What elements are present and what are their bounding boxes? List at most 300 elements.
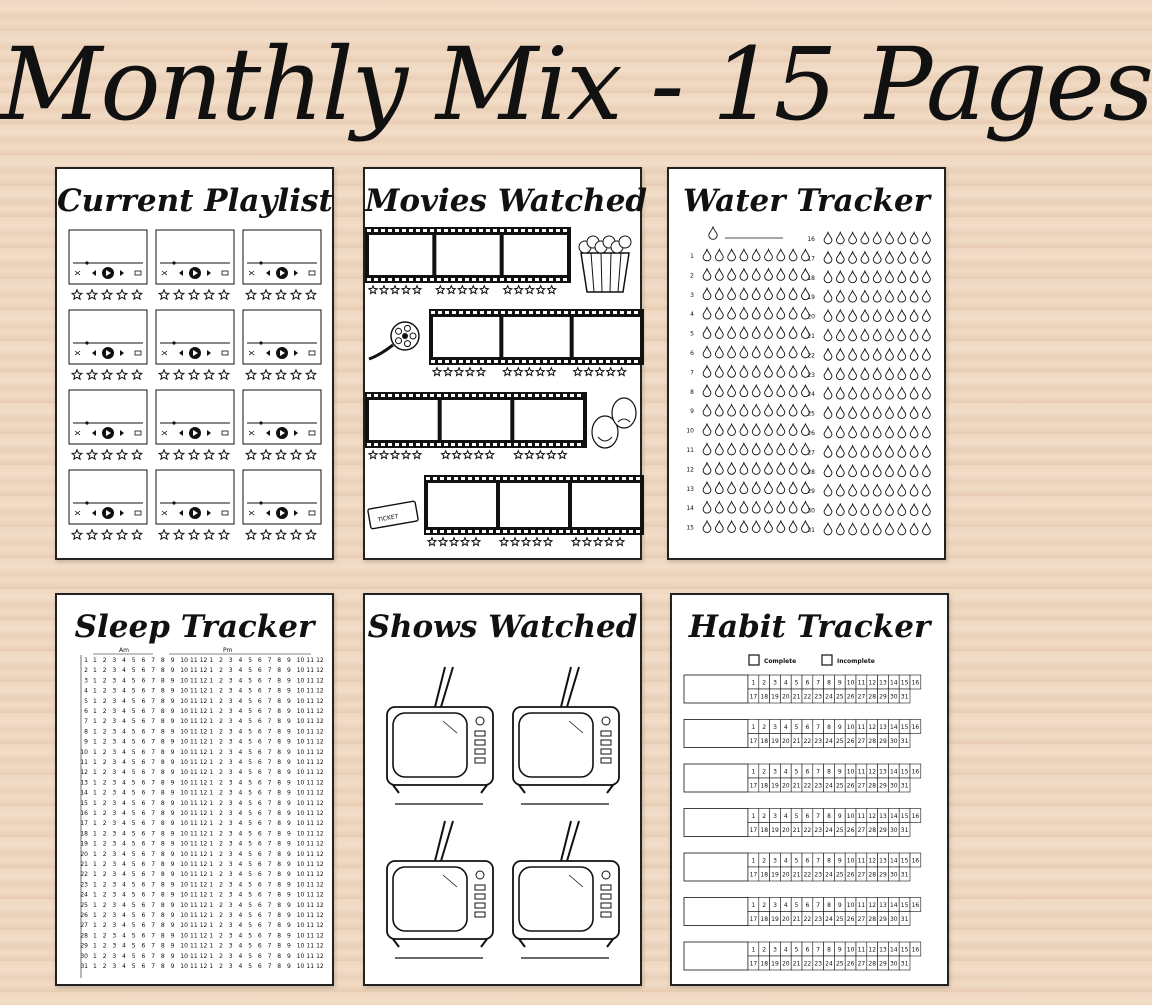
day-cell-number: 4 bbox=[783, 679, 788, 687]
day-cell-number: 9 bbox=[837, 679, 842, 687]
water-drop-icon bbox=[910, 485, 918, 496]
hour-cell: 7 bbox=[267, 667, 272, 675]
sprocket-hole bbox=[472, 443, 476, 446]
sprocket-hole bbox=[500, 394, 504, 397]
hour-cell: 4 bbox=[238, 677, 243, 685]
water-drop-icon bbox=[824, 291, 832, 302]
hour-cell: 9 bbox=[170, 779, 175, 787]
star-icon bbox=[475, 451, 483, 459]
star-icon bbox=[596, 368, 604, 376]
theater-masks-icon bbox=[592, 398, 636, 448]
hour-cell: 4 bbox=[238, 871, 243, 879]
hour-cell: 11 bbox=[190, 850, 198, 858]
day-cell-number: 3 bbox=[773, 724, 777, 731]
sprocket-hole bbox=[627, 360, 631, 363]
hour-cell: 7 bbox=[151, 687, 156, 695]
sprocket-hole bbox=[545, 530, 549, 533]
sprocket-hole bbox=[514, 443, 518, 446]
star-icon bbox=[174, 530, 184, 539]
water-drop-icon bbox=[777, 308, 785, 319]
star-icon bbox=[477, 368, 485, 376]
hour-cell: 4 bbox=[122, 952, 126, 960]
water-drop-icon bbox=[824, 349, 832, 360]
day-cell-number: 30 bbox=[889, 738, 898, 745]
hour-cell: 11 bbox=[190, 932, 198, 940]
hour-cell: 9 bbox=[287, 677, 291, 685]
hour-cell: 4 bbox=[122, 850, 126, 858]
hour-cell: 6 bbox=[257, 718, 262, 726]
day-cell-number: 22 bbox=[803, 871, 812, 879]
hour-cell: 11 bbox=[306, 922, 315, 930]
hour-cell: 9 bbox=[287, 942, 291, 950]
hour-cell: 7 bbox=[267, 840, 272, 848]
hour-cell: 12 bbox=[316, 677, 324, 685]
popcorn-icon bbox=[579, 236, 631, 292]
hour-cell: 11 bbox=[190, 728, 198, 736]
sprocket-hole bbox=[636, 530, 640, 533]
day-number: 26 bbox=[80, 912, 88, 919]
water-drop-icon bbox=[886, 485, 894, 496]
hour-cell: 10 bbox=[180, 922, 188, 930]
water-grid bbox=[669, 169, 948, 562]
hour-cell: 6 bbox=[141, 912, 146, 919]
water-drop-icon bbox=[715, 482, 723, 493]
water-drop-icon bbox=[922, 291, 930, 302]
hour-cell: 4 bbox=[238, 759, 243, 766]
hour-cell: 7 bbox=[267, 708, 272, 715]
pm-label: Pm bbox=[223, 647, 233, 654]
hour-cell: 12 bbox=[316, 657, 324, 664]
hour-cell: 1 bbox=[209, 820, 214, 828]
day-number: 22 bbox=[807, 352, 815, 360]
water-drop-icon bbox=[728, 366, 736, 377]
water-drop-icon bbox=[873, 310, 881, 321]
hour-cell: 5 bbox=[131, 718, 136, 726]
day-number: 4 bbox=[690, 311, 694, 319]
sprocket-hole bbox=[578, 311, 582, 314]
habit-title: Habit Tracker bbox=[688, 609, 931, 645]
hour-cell: 5 bbox=[248, 861, 253, 868]
star-icon bbox=[219, 290, 229, 299]
day-number: 12 bbox=[80, 769, 88, 777]
sprocket-hole bbox=[416, 443, 420, 446]
hour-cell: 1 bbox=[93, 840, 97, 848]
hour-cell: 8 bbox=[160, 697, 165, 705]
star-icon bbox=[511, 538, 519, 546]
hour-cell: 7 bbox=[267, 891, 272, 899]
tv-screen bbox=[519, 867, 593, 931]
water-drop-icon bbox=[728, 443, 736, 454]
water-drop-icon bbox=[789, 308, 797, 319]
hour-cell: 9 bbox=[170, 810, 175, 817]
hour-cell: 7 bbox=[267, 861, 272, 868]
water-drop-icon bbox=[789, 521, 797, 532]
star-icon bbox=[276, 370, 286, 379]
hour-cell: 7 bbox=[151, 657, 156, 664]
hour-cell: 7 bbox=[151, 871, 156, 879]
hour-cell: 2 bbox=[219, 861, 223, 868]
sprocket-hole bbox=[482, 530, 486, 533]
water-drop-icon bbox=[728, 327, 736, 338]
day-cell-number: 31 bbox=[900, 871, 909, 879]
hour-cell: 11 bbox=[306, 830, 315, 838]
water-drop-icon bbox=[849, 349, 857, 360]
sprocket-hole bbox=[577, 443, 581, 446]
hour-cell: 12 bbox=[316, 687, 324, 695]
sprocket-hole bbox=[535, 443, 539, 446]
hour-cell: 11 bbox=[306, 942, 315, 950]
hour-cell: 6 bbox=[141, 657, 146, 664]
hour-cell: 2 bbox=[102, 748, 107, 756]
sprocket-hole bbox=[452, 360, 456, 363]
hour-cell: 11 bbox=[190, 759, 198, 766]
sprocket-hole bbox=[522, 311, 526, 314]
sprocket-hole bbox=[381, 394, 385, 397]
sprocket-hole bbox=[487, 311, 491, 314]
star-icon bbox=[132, 450, 142, 459]
hour-cell: 10 bbox=[180, 687, 188, 695]
hour-cell: 2 bbox=[102, 942, 107, 950]
hour-cell: 7 bbox=[151, 912, 156, 919]
star-icon bbox=[480, 286, 488, 294]
hour-cell: 10 bbox=[296, 891, 305, 899]
star-icon bbox=[514, 451, 522, 459]
day-number: 3 bbox=[690, 291, 694, 299]
hour-cell: 4 bbox=[122, 830, 126, 838]
hour-cell: 11 bbox=[306, 667, 315, 675]
water-drop-icon bbox=[922, 465, 930, 476]
water-drop-icon bbox=[922, 310, 930, 321]
hour-cell: 1 bbox=[93, 810, 97, 817]
water-drop-icon bbox=[824, 310, 832, 321]
hour-cell: 7 bbox=[151, 891, 156, 899]
hour-cell: 10 bbox=[180, 810, 188, 817]
sprocket-hole bbox=[444, 394, 448, 397]
hour-cell: 11 bbox=[190, 952, 198, 960]
hour-cell: 11 bbox=[306, 687, 315, 695]
hour-cell: 11 bbox=[190, 871, 198, 879]
day-cell-number: 4 bbox=[783, 724, 788, 731]
sprocket-hole bbox=[367, 443, 371, 446]
day-cell-number: 12 bbox=[868, 679, 877, 687]
sprocket-hole bbox=[549, 394, 553, 397]
water-drop-icon bbox=[873, 271, 881, 282]
hour-cell: 11 bbox=[306, 779, 315, 787]
hour-cell: 9 bbox=[287, 799, 291, 807]
star-icon bbox=[246, 370, 256, 379]
day-cell-number: 29 bbox=[879, 738, 887, 745]
hour-cell: 10 bbox=[180, 697, 188, 705]
hour-cell: 1 bbox=[209, 779, 214, 787]
day-cell-number: 11 bbox=[857, 946, 866, 954]
star-icon bbox=[525, 451, 533, 459]
day-number: 9 bbox=[84, 738, 88, 746]
sprocket-hole bbox=[578, 360, 582, 363]
sprocket-hole bbox=[594, 477, 598, 480]
sprocket-hole bbox=[517, 477, 521, 480]
habit-name-box bbox=[684, 675, 748, 703]
sprocket-hole bbox=[367, 394, 371, 397]
day-cell-number: 29 bbox=[879, 916, 887, 923]
day-cell-number: 13 bbox=[879, 813, 887, 820]
sprocket-hole bbox=[479, 278, 483, 281]
hour-cell: 7 bbox=[151, 748, 156, 756]
water-drop-icon bbox=[752, 308, 760, 319]
day-number: 11 bbox=[686, 447, 694, 454]
sprocket-hole bbox=[531, 477, 535, 480]
water-drop-icon bbox=[703, 385, 711, 396]
hour-cell: 2 bbox=[219, 901, 223, 909]
sprocket-hole bbox=[570, 394, 574, 397]
day-cell-number: 8 bbox=[827, 813, 831, 820]
hour-cell: 1 bbox=[93, 871, 97, 879]
water-drop-icon bbox=[765, 502, 773, 513]
hour-cell: 8 bbox=[160, 820, 165, 828]
hour-cell: 1 bbox=[93, 708, 97, 715]
day-number: 8 bbox=[84, 728, 88, 736]
sprocket-hole bbox=[606, 360, 610, 363]
day-cell-number: 3 bbox=[773, 857, 777, 865]
sprocket-hole bbox=[395, 278, 399, 281]
water-drop-icon bbox=[898, 291, 906, 302]
day-cell-number: 18 bbox=[760, 738, 769, 745]
hour-cell: 9 bbox=[170, 861, 175, 868]
water-page bbox=[667, 167, 946, 560]
film-frame bbox=[442, 400, 511, 440]
hour-cell: 8 bbox=[277, 677, 282, 685]
sprocket-hole bbox=[528, 394, 532, 397]
hour-cell: 5 bbox=[131, 820, 136, 828]
sprocket-hole bbox=[486, 443, 490, 446]
water-drop-icon bbox=[789, 482, 797, 493]
film-frame bbox=[500, 483, 568, 527]
hour-cell: 9 bbox=[287, 901, 291, 909]
hour-cell: 12 bbox=[199, 748, 208, 756]
sprocket-hole bbox=[423, 443, 427, 446]
water-drop-icon bbox=[824, 523, 832, 534]
habit-page bbox=[670, 593, 949, 986]
day-number: 22 bbox=[80, 871, 88, 879]
day-cell-number: 23 bbox=[814, 738, 823, 745]
day-cell-number: 16 bbox=[911, 946, 920, 954]
hour-cell: 2 bbox=[102, 708, 107, 715]
hour-cell: 9 bbox=[170, 789, 175, 797]
hour-cell: 5 bbox=[131, 891, 136, 899]
star-icon bbox=[102, 530, 112, 539]
day-cell-number: 31 bbox=[900, 738, 909, 745]
water-drop-icon bbox=[777, 424, 785, 435]
day-cell-number: 10 bbox=[846, 857, 855, 865]
hour-cell: 1 bbox=[93, 728, 97, 736]
hour-cell: 2 bbox=[219, 748, 223, 756]
sprocket-hole bbox=[550, 311, 554, 314]
sprocket-hole bbox=[599, 311, 603, 314]
hour-cell: 2 bbox=[219, 779, 223, 787]
sprocket-hole bbox=[479, 394, 483, 397]
sprocket-hole bbox=[482, 477, 486, 480]
sprocket-hole bbox=[437, 229, 441, 232]
water-drop-icon bbox=[703, 482, 711, 493]
day-cell-number: 14 bbox=[889, 679, 898, 687]
hour-cell: 7 bbox=[267, 901, 272, 909]
sprocket-hole bbox=[507, 443, 511, 446]
water-drop-icon bbox=[752, 443, 760, 454]
water-drop-icon bbox=[765, 405, 773, 416]
playlist-grid bbox=[57, 169, 336, 562]
water-drop-icon bbox=[789, 443, 797, 454]
hour-cell: 10 bbox=[180, 677, 188, 685]
sprocket-hole bbox=[452, 311, 456, 314]
hour-cell: 6 bbox=[257, 708, 262, 715]
hour-cell: 9 bbox=[287, 748, 291, 756]
water-drop-icon bbox=[715, 385, 723, 396]
hour-cell: 2 bbox=[102, 871, 107, 879]
star-icon bbox=[72, 530, 82, 539]
hour-cell: 12 bbox=[316, 850, 324, 858]
sprocket-hole bbox=[430, 229, 434, 232]
star-icon bbox=[583, 538, 591, 546]
hour-cell: 12 bbox=[316, 922, 324, 930]
sprocket-hole bbox=[367, 278, 371, 281]
hour-cell: 3 bbox=[112, 952, 117, 960]
sprocket-hole bbox=[571, 360, 575, 363]
sprocket-hole bbox=[458, 229, 462, 232]
sprocket-hole bbox=[556, 394, 560, 397]
hour-cell: 4 bbox=[238, 861, 243, 868]
hour-cell: 7 bbox=[267, 942, 272, 950]
sprocket-hole bbox=[465, 394, 469, 397]
hour-cell: 10 bbox=[180, 657, 188, 664]
hour-cell: 11 bbox=[306, 810, 315, 817]
hour-cell: 12 bbox=[199, 728, 208, 736]
hour-cell: 5 bbox=[248, 922, 253, 930]
hour-cell: 12 bbox=[316, 810, 324, 817]
star-icon bbox=[585, 368, 593, 376]
hour-cell: 10 bbox=[296, 779, 305, 787]
water-drop-icon bbox=[715, 327, 723, 338]
star-icon bbox=[219, 370, 229, 379]
hour-cell: 12 bbox=[316, 861, 324, 868]
day-cell-number: 27 bbox=[857, 693, 866, 701]
water-drop-icon bbox=[715, 269, 723, 280]
shows-page bbox=[363, 593, 642, 986]
day-cell-number: 17 bbox=[749, 916, 758, 923]
day-cell-number: 7 bbox=[816, 902, 821, 909]
hour-cell: 11 bbox=[306, 789, 315, 797]
hour-cell: 4 bbox=[122, 963, 126, 970]
hour-cell: 2 bbox=[219, 810, 223, 817]
sprocket-hole bbox=[557, 311, 561, 314]
water-drop-icon bbox=[910, 329, 918, 340]
water-drop-icon bbox=[836, 388, 844, 399]
day-cell-number: 11 bbox=[857, 679, 866, 687]
hour-cell: 1 bbox=[93, 932, 97, 940]
star-icon bbox=[291, 370, 301, 379]
sprocket-hole bbox=[500, 229, 504, 232]
hour-cell: 2 bbox=[219, 922, 223, 930]
star-icon bbox=[413, 286, 421, 294]
hour-cell: 12 bbox=[199, 942, 208, 950]
hour-cell: 5 bbox=[248, 830, 253, 838]
sprocket-hole bbox=[423, 278, 427, 281]
star-icon bbox=[291, 530, 301, 539]
day-number: 16 bbox=[807, 236, 815, 243]
hour-cell: 5 bbox=[248, 952, 253, 960]
hour-cell: 9 bbox=[287, 891, 291, 899]
sprocket-hole bbox=[430, 394, 434, 397]
hour-cell: 10 bbox=[296, 952, 305, 960]
hour-cell: 1 bbox=[93, 952, 97, 960]
water-drop-icon bbox=[898, 232, 906, 243]
day-cell-number: 11 bbox=[857, 813, 866, 820]
day-cell-number: 28 bbox=[868, 827, 877, 834]
hour-cell: 4 bbox=[238, 718, 243, 726]
water-drop-icon bbox=[777, 346, 785, 357]
hour-cell: 3 bbox=[228, 861, 233, 868]
hour-cell: 10 bbox=[296, 932, 305, 940]
day-cell-number: 31 bbox=[900, 693, 909, 701]
hour-cell: 9 bbox=[287, 963, 291, 970]
water-drop-icon bbox=[886, 252, 894, 263]
water-drop-icon bbox=[765, 385, 773, 396]
day-number: 2 bbox=[84, 667, 88, 675]
day-cell-number: 1 bbox=[751, 813, 756, 820]
sprocket-hole bbox=[465, 443, 469, 446]
hour-cell: 1 bbox=[209, 891, 214, 899]
sprocket-hole bbox=[454, 530, 458, 533]
hour-cell: 8 bbox=[160, 932, 165, 940]
star-icon bbox=[261, 290, 271, 299]
hour-cell: 2 bbox=[102, 677, 107, 685]
hour-cell: 8 bbox=[277, 820, 282, 828]
hour-cell: 10 bbox=[296, 922, 305, 930]
sprocket-hole bbox=[473, 360, 477, 363]
day-number: 3 bbox=[84, 677, 88, 685]
hour-cell: 12 bbox=[316, 942, 324, 950]
sprocket-hole bbox=[437, 278, 441, 281]
water-drop-icon bbox=[752, 288, 760, 299]
sprocket-hole bbox=[515, 360, 519, 363]
hour-cell: 5 bbox=[248, 942, 253, 950]
hour-cell: 5 bbox=[248, 901, 253, 909]
sprocket-hole bbox=[444, 229, 448, 232]
star-icon bbox=[402, 451, 410, 459]
hour-cell: 3 bbox=[112, 769, 117, 777]
playlist-tile bbox=[69, 310, 147, 379]
hour-cell: 8 bbox=[277, 738, 282, 746]
sprocket-hole bbox=[447, 530, 451, 533]
hour-cell: 12 bbox=[199, 810, 208, 817]
hour-cell: 5 bbox=[131, 952, 136, 960]
habit-row bbox=[684, 853, 921, 881]
water-drop-icon bbox=[703, 269, 711, 280]
sleep-grid bbox=[57, 595, 336, 988]
hour-cell: 6 bbox=[141, 901, 146, 909]
star-icon bbox=[369, 286, 377, 294]
sprocket-hole bbox=[564, 360, 568, 363]
sprocket-hole bbox=[585, 360, 589, 363]
day-cell-number: 10 bbox=[846, 679, 855, 687]
hour-cell: 2 bbox=[219, 932, 223, 940]
shows-title: Shows Watched bbox=[367, 609, 638, 645]
hour-cell: 3 bbox=[228, 718, 233, 726]
hour-cell: 6 bbox=[141, 687, 146, 695]
water-drop-icon bbox=[777, 288, 785, 299]
sprocket-hole bbox=[447, 477, 451, 480]
day-cell-number: 4 bbox=[783, 768, 788, 776]
hour-cell: 3 bbox=[112, 830, 117, 838]
sprocket-hole bbox=[409, 394, 413, 397]
